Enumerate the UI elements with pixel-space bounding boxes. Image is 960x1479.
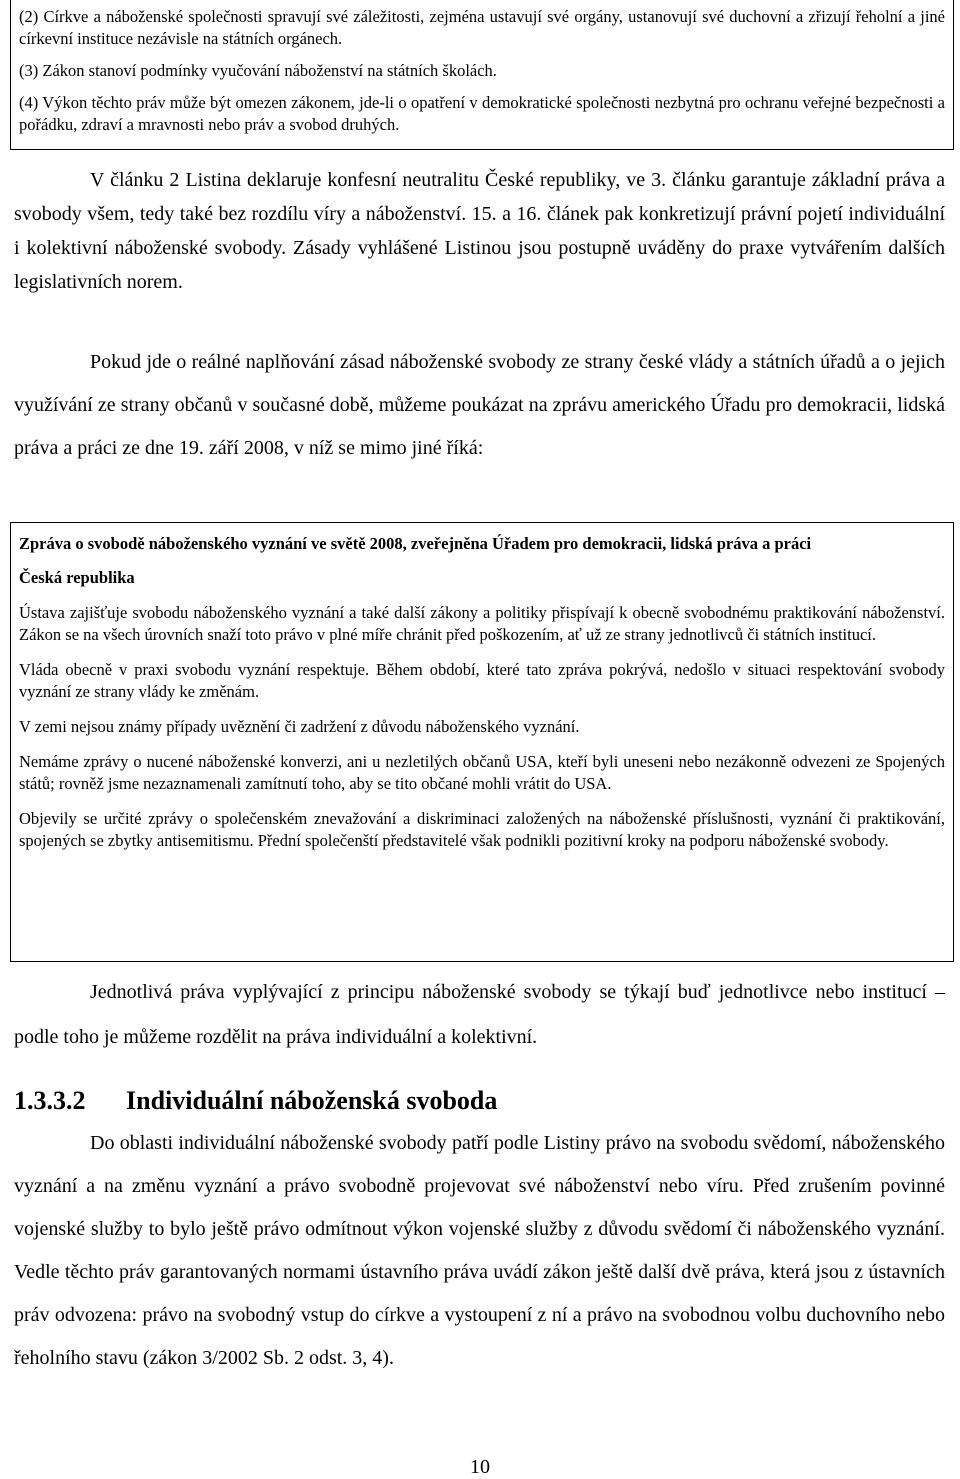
body-paragraph-3-text: Jednotlivá práva vyplývající z principu náboženské svobody se týkají buď jednotlivce nebo institucí – podle toho je můžeme rozdělit na práva individuální a kolektivní. <box>14 981 945 1048</box>
charter-quote-box <box>10 0 954 150</box>
charter-article-paragraph-4: (4) Výkon těchto práv může být omezen zákonem, jde-li o opatření v demokratické společnosti nezbytná pro ochranu veřejné bezpečnosti a pořádku, zdraví a mravnosti nebo práv a svobod druhých. <box>19 93 945 134</box>
report-title: Zpráva o svobodě náboženského vyznání ve světě 2008, zveřejněna Úřadem pro demokracii, lidská práva a práci <box>19 534 812 553</box>
report-country: Česká republika <box>19 568 135 587</box>
body-paragraph-2 <box>14 341 945 470</box>
page-number: 10 <box>470 1456 490 1478</box>
body-paragraph-1-text: V článku 2 Listina deklaruje konfesní neutralitu České republiky, ve 3. článku garantuje základní práva a svobody všem, tedy také bez rozdílu víry a náboženství. 15. a 16. článek pak konkretizují právní pojetí individuální i kolektivní náboženské svobody. Zásady vyhlášené Listinou jsou postupně uváděny do praxe vytvářením dalších legislativních norem. <box>14 169 945 293</box>
report-paragraph: Ústava zajišťuje svobodu náboženského vyznání a také další zákony a politiky přispívají k obecně svobodnému praktikování náboženství. Zákon se na všech úrovních snaží toto právo v plné míře chránit před poškozením, ať už ze strany jednotlivců či státních institucí. <box>19 603 945 644</box>
charter-article-paragraph-3: (3) Zákon stanoví podmínky vyučování náboženství na státních školách. <box>19 61 497 80</box>
body-paragraph-4-text: Do oblasti individuální náboženské svobody patří podle Listiny právo na svobodu svědomí, náboženského vyznání a na změnu vyznání a právo svobodně projevovat své náboženství nebo víru. Před zrušením povinné vojenské služby to bylo ještě právo odmítnout výkon vojenské služby z důvodu svědomí či náboženského vyznání. Vedle těchto práv garantovaných normami ústavního práva uvádí zákon ještě další dvě práva, která jsou z ústavních práv odvozena: právo na svobodný vstup do církve a vystoupení z ní a právo na svobodnou volbu duchovního nebo řeholního stavu (zákon 3/2002 Sb. 2 odst. 3, 4). <box>14 1132 945 1369</box>
report-paragraph: Objevily se určité zprávy o společenském znevažování a diskriminaci založených na náboženské příslušnosti, vyznání či praktikování, spojených se zbytky antisemitismu. Přední společenští představitelé však podnikli pozitivní kroky na podporu náboženské svobody. <box>19 809 945 850</box>
body-paragraph-3 <box>14 970 945 1060</box>
body-paragraph-1 <box>14 163 945 299</box>
section-number: 1.3.3.2 <box>14 1086 86 1115</box>
report-paragraph: V zemi nejsou známy případy uvěznění či zadržení z důvodu náboženského vyznání. <box>19 717 580 736</box>
report-paragraph: Vláda obecně v praxi svobodu vyznání respektuje. Během období, které tato zpráva pokrývá, nedošlo v situaci respektování svobody vyznání ze strany vlády ke změnám. <box>19 660 945 701</box>
charter-article-paragraph-2: (2) Církve a náboženské společnosti spravují své záležitosti, zejména ustavují své orgány, ustanovují své duchovní a zřizují řeholní a jiné církevní instituce nezávisle na státních orgánech. <box>19 7 945 48</box>
section-title: Individuální náboženská svoboda <box>126 1086 498 1115</box>
body-paragraph-2-text: Pokud jde o reálné naplňování zásad náboženské svobody ze strany české vlády a státních úřadů a o jejich využívání ze strany občanů v současné době, můžeme poukázat na zprávu amerického Úřadu pro demokracii, lidská práva a práci ze dne 19. září 2008, v níž se mimo jiné říká: <box>14 351 945 459</box>
report-quote-box <box>10 522 954 962</box>
section-heading <box>14 1083 497 1119</box>
body-paragraph-4 <box>14 1122 945 1380</box>
report-paragraph: Nemáme zprávy o nucené náboženské konverzi, ani u nezletilých občanů USA, kteří byli uneseni nebo nezákonně odvezeni ze Spojených států; rovněž jsme nezaznamenali zamítnutí toho, aby se tito občané mohli vrátit do USA. <box>19 752 945 793</box>
